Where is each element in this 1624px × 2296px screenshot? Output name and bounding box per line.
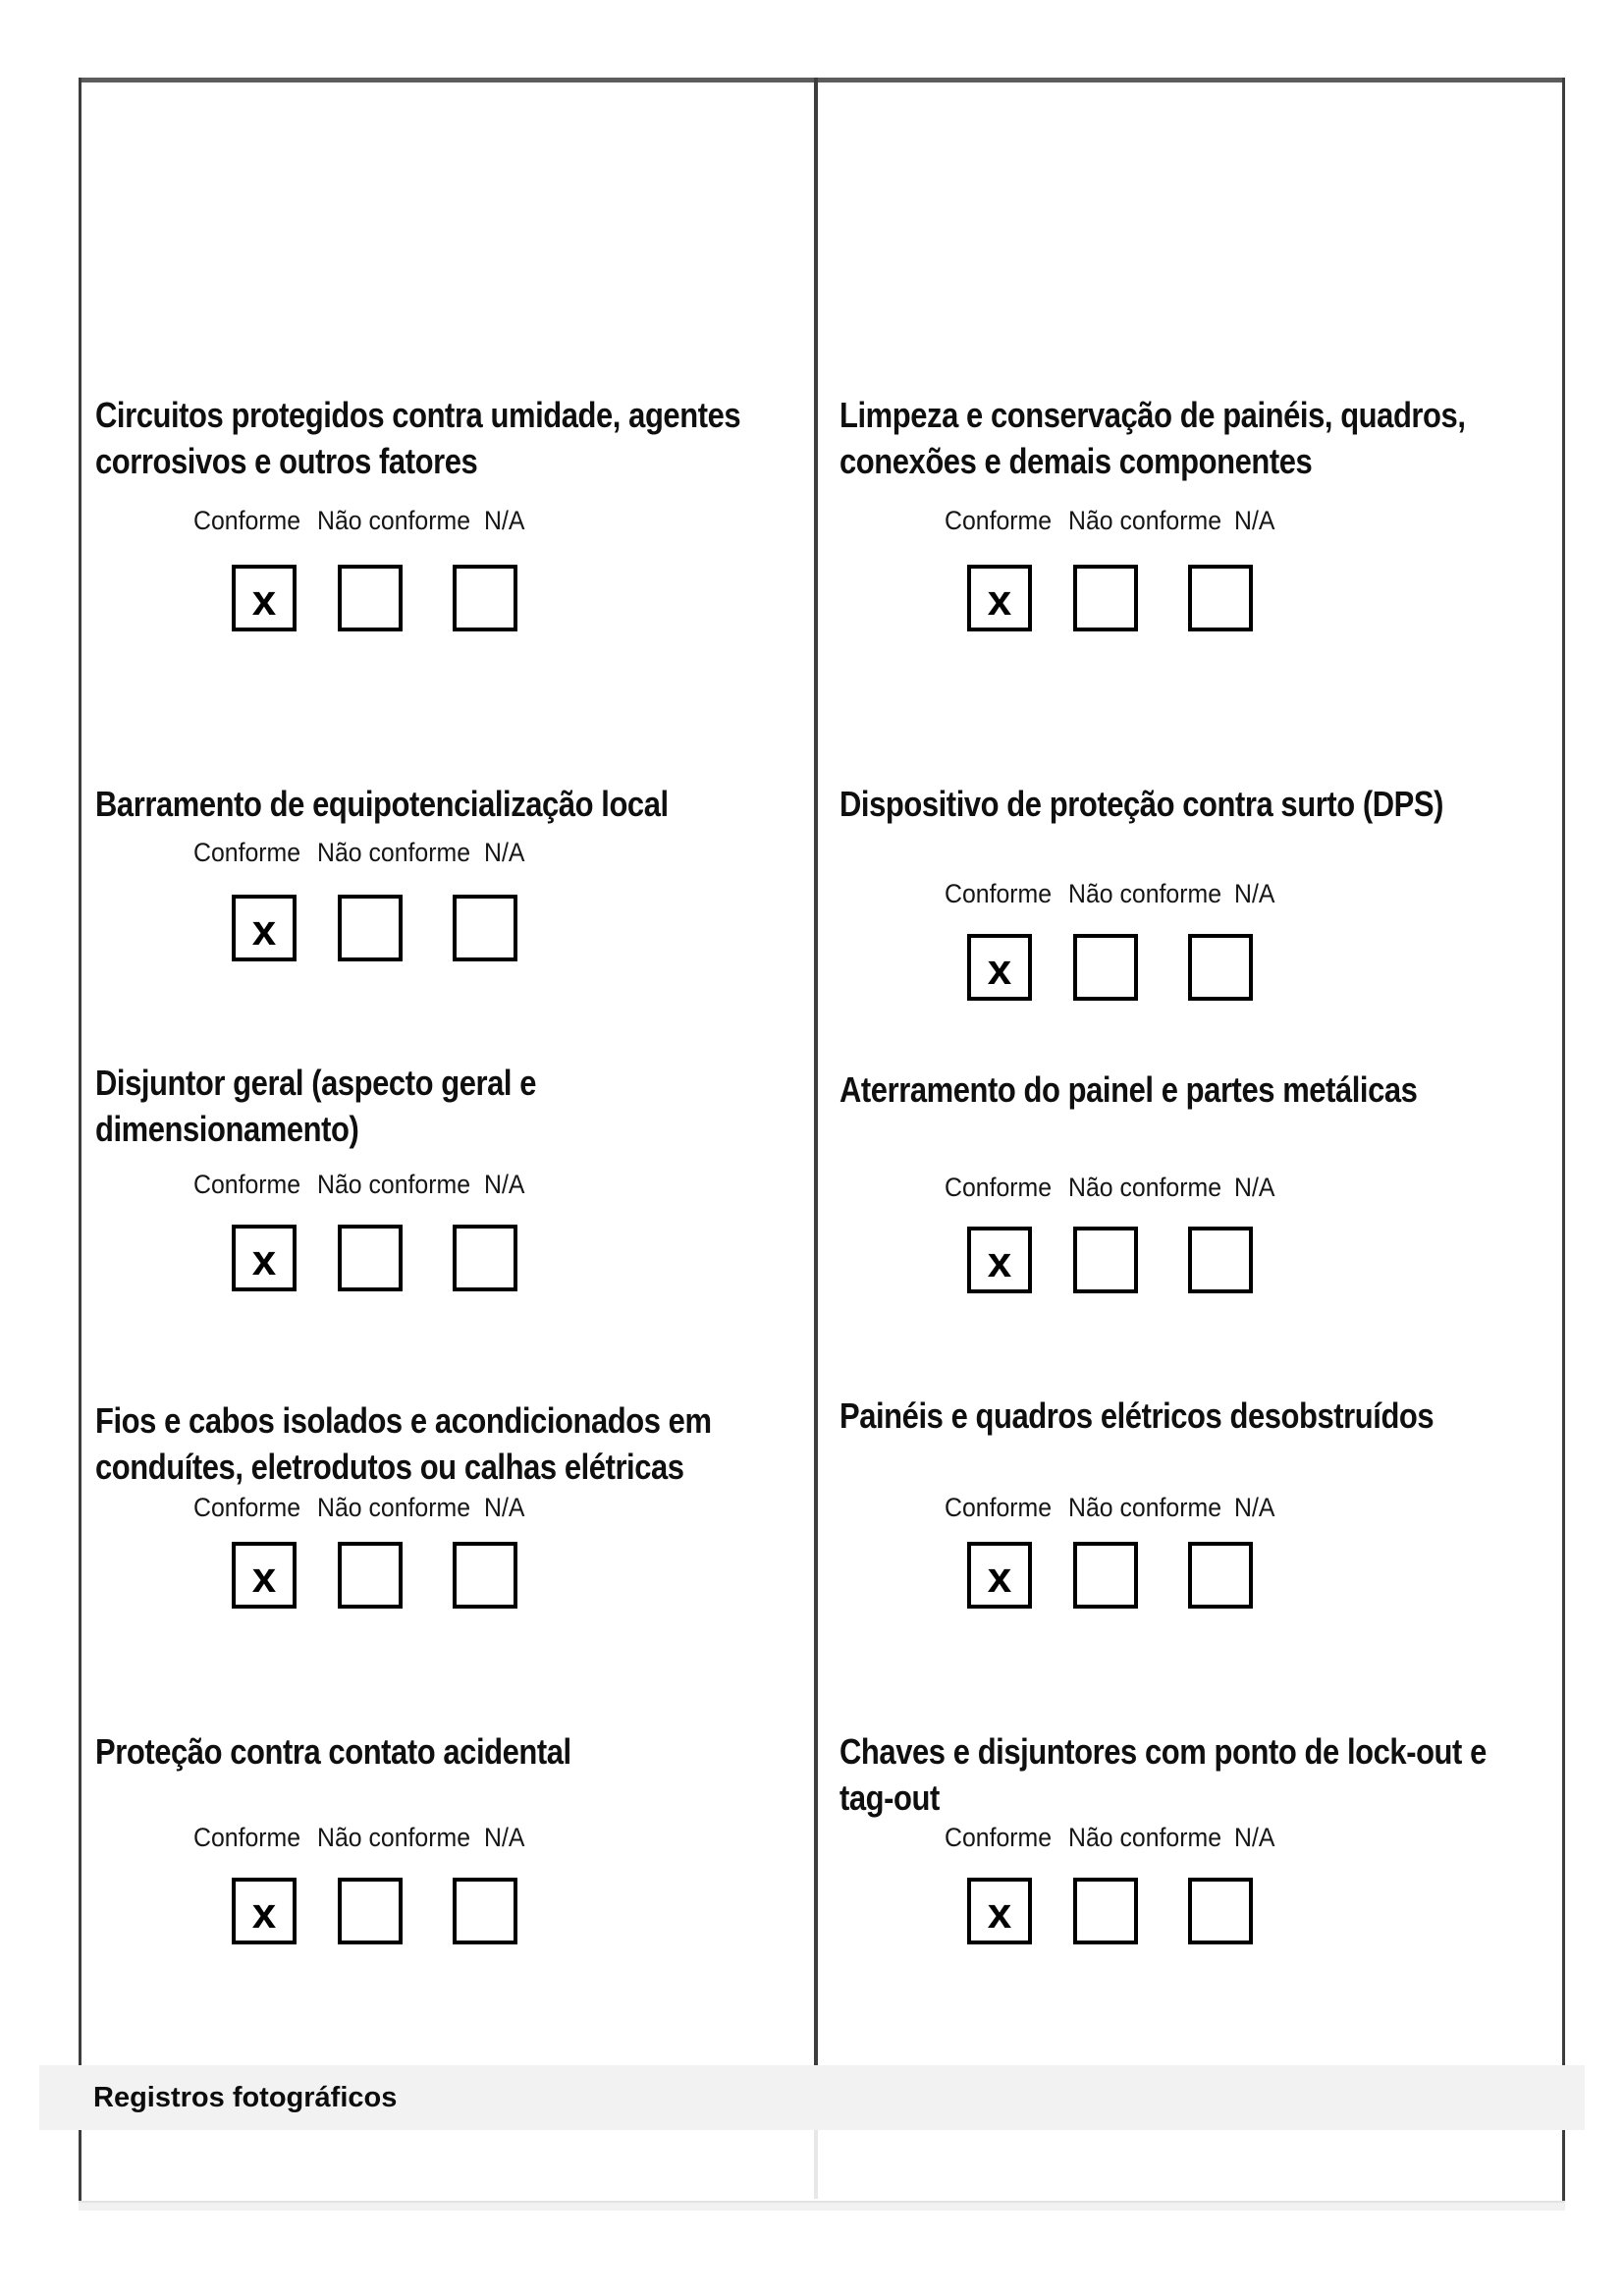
item-title: Disjuntor geral (aspecto geral e dimensionamento) xyxy=(95,1063,537,1149)
option-label-nao-conforme: Não conforme xyxy=(317,506,471,535)
photo-records-section-title: Registros fotográficos xyxy=(93,2082,398,2113)
checkbox-na[interactable] xyxy=(453,1225,517,1291)
table-bottom-strip xyxy=(79,2201,1565,2211)
option-label-conforme: Conforme xyxy=(945,506,1053,535)
option-label-nao-conforme: Não conforme xyxy=(1068,506,1222,535)
checkbox-conforme[interactable] xyxy=(232,1225,297,1291)
checkbox-mark: x xyxy=(251,905,277,955)
checkbox-conforme[interactable] xyxy=(967,1227,1032,1293)
option-label-na: N/A xyxy=(1234,1823,1275,1852)
option-label-conforme: Conforme xyxy=(193,506,301,535)
checkbox-nao-conforme[interactable] xyxy=(338,1225,403,1291)
option-label-conforme: Conforme xyxy=(193,1823,301,1852)
option-label-nao-conforme: Não conforme xyxy=(317,1170,471,1199)
checkbox-conforme[interactable] xyxy=(232,565,297,631)
option-label-conforme: Conforme xyxy=(945,1823,1053,1852)
checkbox-nao-conforme[interactable] xyxy=(1073,565,1138,631)
option-label-nao-conforme: Não conforme xyxy=(317,838,471,867)
item-title: Barramento de equipotencialização local xyxy=(95,784,669,824)
checkbox-mark: x xyxy=(987,1888,1012,1938)
checkbox-na[interactable] xyxy=(453,1878,517,1944)
checkbox-conforme[interactable] xyxy=(967,1878,1032,1944)
checkbox-mark: x xyxy=(987,945,1012,994)
item-title: Proteção contra contato acidental xyxy=(95,1731,571,1772)
option-label-conforme: Conforme xyxy=(193,1493,301,1522)
checkbox-nao-conforme[interactable] xyxy=(1073,1878,1138,1944)
item-title: Dispositivo de proteção contra surto (DPS) xyxy=(839,784,1443,824)
checkbox-conforme[interactable] xyxy=(232,1542,297,1609)
checkbox-na[interactable] xyxy=(453,565,517,631)
column-divider-faint xyxy=(814,2130,818,2199)
checkbox-conforme[interactable] xyxy=(232,895,297,961)
checkbox-nao-conforme[interactable] xyxy=(1073,1227,1138,1293)
item-title: Fios e cabos isolados e acondicionados em conduítes, eletrodutos ou calhas elétricas xyxy=(95,1400,712,1487)
checkbox-mark: x xyxy=(251,1235,277,1285)
table-right-border xyxy=(1562,78,1565,2201)
checkbox-na[interactable] xyxy=(1188,1878,1253,1944)
checkbox-conforme[interactable] xyxy=(967,1542,1032,1609)
checkbox-nao-conforme[interactable] xyxy=(1073,934,1138,1001)
checkbox-na[interactable] xyxy=(453,895,517,961)
option-label-conforme: Conforme xyxy=(193,838,301,867)
checkbox-na[interactable] xyxy=(1188,934,1253,1001)
checkbox-conforme[interactable] xyxy=(232,1878,297,1944)
item-title: Painéis e quadros elétricos desobstruídos xyxy=(839,1395,1435,1436)
item-title: Limpeza e conservação de painéis, quadros, conexões e demais componentes xyxy=(839,395,1466,481)
option-label-nao-conforme: Não conforme xyxy=(317,1823,471,1852)
table-top-border xyxy=(79,78,1565,82)
checkbox-mark: x xyxy=(251,1888,277,1938)
checkbox-na[interactable] xyxy=(1188,1227,1253,1293)
checkbox-nao-conforme[interactable] xyxy=(338,565,403,631)
option-label-conforme: Conforme xyxy=(193,1170,301,1199)
checkbox-nao-conforme[interactable] xyxy=(1073,1542,1138,1609)
checkbox-mark: x xyxy=(251,575,277,625)
checkbox-na[interactable] xyxy=(1188,565,1253,631)
item-title: Chaves e disjuntores com ponto de lock-out e tag-out xyxy=(839,1731,1487,1818)
item-title: Circuitos protegidos contra umidade, agentes corrosivos e outros fatores xyxy=(95,395,741,481)
checkbox-conforme[interactable] xyxy=(967,934,1032,1001)
option-label-na: N/A xyxy=(484,1493,525,1522)
option-label-conforme: Conforme xyxy=(945,1173,1053,1202)
option-label-na: N/A xyxy=(484,838,525,867)
checkbox-na[interactable] xyxy=(1188,1542,1253,1609)
checkbox-mark: x xyxy=(987,1237,1012,1286)
checkbox-mark: x xyxy=(251,1553,277,1602)
option-label-na: N/A xyxy=(484,506,525,535)
option-label-na: N/A xyxy=(1234,1493,1275,1522)
option-label-nao-conforme: Não conforme xyxy=(1068,1173,1222,1202)
option-label-na: N/A xyxy=(1234,879,1275,908)
checkbox-nao-conforme[interactable] xyxy=(338,895,403,961)
option-label-na: N/A xyxy=(1234,1173,1275,1202)
option-label-na: N/A xyxy=(1234,506,1275,535)
checkbox-nao-conforme[interactable] xyxy=(338,1542,403,1609)
column-divider xyxy=(814,78,818,2065)
checkbox-mark: x xyxy=(987,1553,1012,1602)
checkbox-nao-conforme[interactable] xyxy=(338,1878,403,1944)
checkbox-mark: x xyxy=(987,575,1012,625)
option-label-conforme: Conforme xyxy=(945,879,1053,908)
checkbox-na[interactable] xyxy=(453,1542,517,1609)
checkbox-conforme[interactable] xyxy=(967,565,1032,631)
option-label-nao-conforme: Não conforme xyxy=(1068,1493,1222,1522)
option-label-nao-conforme: Não conforme xyxy=(1068,1823,1222,1852)
option-label-na: N/A xyxy=(484,1823,525,1852)
option-label-nao-conforme: Não conforme xyxy=(317,1493,471,1522)
option-label-na: N/A xyxy=(484,1170,525,1199)
option-label-nao-conforme: Não conforme xyxy=(1068,879,1222,908)
table-left-border xyxy=(79,78,81,2201)
item-title: Aterramento do painel e partes metálicas xyxy=(839,1069,1418,1110)
option-label-conforme: Conforme xyxy=(945,1493,1053,1522)
